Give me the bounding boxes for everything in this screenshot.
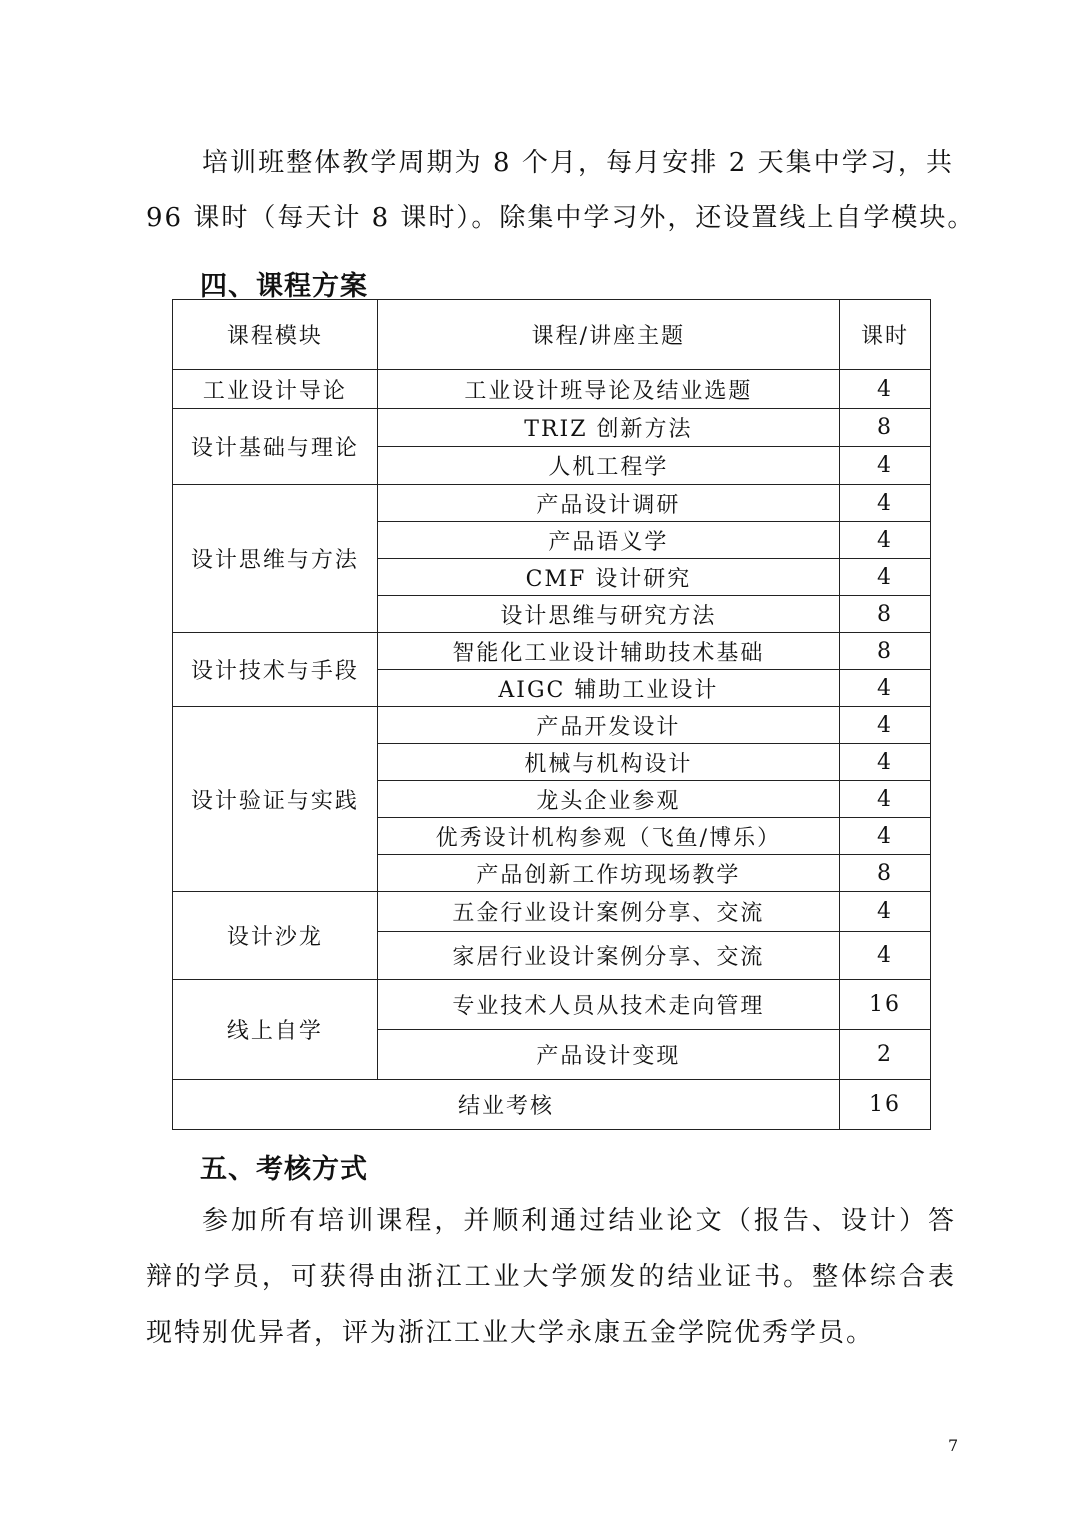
final-assessment-row: [173, 1080, 931, 1130]
module-name-cell: 工业设计导论: [173, 370, 378, 409]
course-topic-cell: 产品语义学: [377, 522, 839, 559]
table-row: [173, 892, 931, 932]
course-topic-cell: 设计思维与研究方法: [377, 596, 839, 633]
course-hours-cell: 4: [840, 707, 931, 744]
course-topic-cell: 专业技术人员从技术走向管理: [377, 980, 839, 1030]
course-topic-cell: 产品设计调研: [377, 485, 839, 522]
course-topic-cell: 优秀设计机构参观（飞鱼/博乐）: [377, 818, 839, 855]
module-name-cell: 设计沙龙: [173, 892, 378, 980]
section-5-line-3: 现特别优异者，评为浙江工业大学永康五金学院优秀学员。: [146, 1318, 875, 1348]
course-topic-cell: 产品设计变现: [377, 1030, 839, 1080]
module-name-cell: 设计基础与理论: [173, 409, 378, 485]
course-topic-cell: 五金行业设计案例分享、交流: [377, 892, 839, 932]
course-hours-cell: 4: [840, 485, 931, 522]
header-hours: 课时: [840, 300, 931, 370]
course-hours-cell: 8: [840, 596, 931, 633]
course-hours-cell: 4: [840, 744, 931, 781]
course-table: [172, 299, 931, 1130]
final-assessment-label: 结业考核: [173, 1080, 840, 1130]
course-topic-cell: AIGC 辅助工业设计: [377, 670, 839, 707]
course-topic-cell: CMF 设计研究: [377, 559, 839, 596]
module-name-cell: 设计验证与实践: [173, 707, 378, 892]
course-hours-cell: 8: [840, 855, 931, 892]
table-row: [173, 633, 931, 670]
course-hours-cell: 2: [840, 1030, 931, 1080]
course-hours-cell: 4: [840, 892, 931, 932]
course-hours-cell: 8: [840, 633, 931, 670]
course-topic-cell: 机械与机构设计: [377, 744, 839, 781]
section-5-title: 五、考核方式: [200, 1154, 368, 1185]
table-header-row: [173, 300, 931, 370]
course-hours-cell: 8: [840, 409, 931, 447]
course-hours-cell: 4: [840, 781, 931, 818]
course-topic-cell: TRIZ 创新方法: [377, 409, 839, 447]
course-topic-cell: 产品创新工作坊现场教学: [377, 855, 839, 892]
table-row: [173, 980, 931, 1030]
course-hours-cell: 4: [840, 670, 931, 707]
module-name-cell: 线上自学: [173, 980, 378, 1080]
final-assessment-hours: 16: [840, 1080, 931, 1130]
intro-line-2: 96 课时（每天计 8 课时）。除集中学习外，还设置线上自学模块。: [146, 203, 976, 233]
course-hours-cell: 4: [840, 818, 931, 855]
course-topic-cell: 家居行业设计案例分享、交流: [377, 932, 839, 980]
table-row: [173, 707, 931, 744]
course-topic-cell: 龙头企业参观: [377, 781, 839, 818]
section-4-title: 四、课程方案: [200, 271, 368, 302]
course-hours-cell: 4: [840, 447, 931, 485]
course-hours-cell: 4: [840, 932, 931, 980]
section-5-line-2: 辩的学员，可获得由浙江工业大学颁发的结业证书。整体综合表: [146, 1262, 956, 1292]
course-topic-cell: 工业设计班导论及结业选题: [377, 370, 839, 409]
page-number: 7: [948, 1436, 959, 1455]
section-5-line-1: 参加所有培训课程，并顺利通过结业论文（报告、设计）答: [202, 1206, 956, 1236]
course-topic-cell: 人机工程学: [377, 447, 839, 485]
course-hours-cell: 4: [840, 370, 931, 409]
course-topic-cell: 产品开发设计: [377, 707, 839, 744]
intro-line-1: 培训班整体教学周期为 8 个月，每月安排 2 天集中学习，共: [202, 148, 954, 178]
course-hours-cell: 4: [840, 559, 931, 596]
header-module: 课程模块: [173, 300, 378, 370]
course-hours-cell: 16: [840, 980, 931, 1030]
module-name-cell: 设计思维与方法: [173, 485, 378, 633]
course-hours-cell: 4: [840, 522, 931, 559]
table-row: [173, 485, 931, 522]
table-row: [173, 409, 931, 447]
module-name-cell: 设计技术与手段: [173, 633, 378, 707]
header-topic: 课程/讲座主题: [377, 300, 839, 370]
table-row: [173, 370, 931, 409]
course-topic-cell: 智能化工业设计辅助技术基础: [377, 633, 839, 670]
